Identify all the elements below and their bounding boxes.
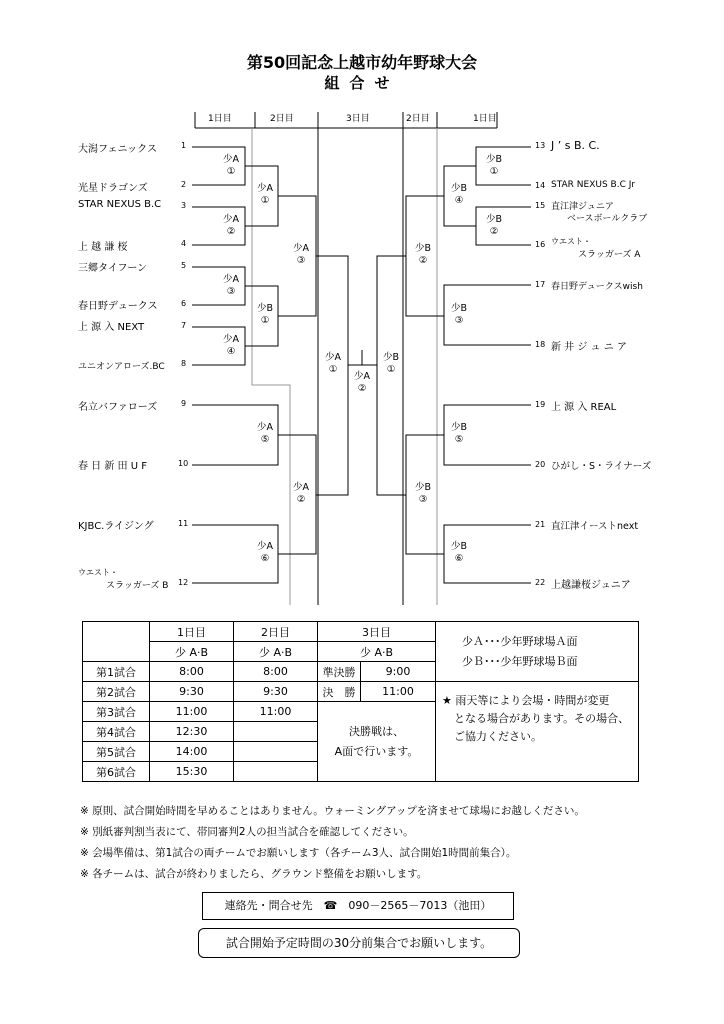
sched-cell: 12:30 xyxy=(150,722,234,742)
sched-cell: 8:00 xyxy=(234,662,318,682)
game-br2: 少B ② xyxy=(414,243,432,266)
game-a2: 少A ② xyxy=(223,214,239,237)
sched-row-label: 第2試合 xyxy=(83,682,150,702)
seed-4: 4 xyxy=(181,239,187,248)
team-6: 春日野デュークス xyxy=(78,301,158,312)
day-header-2-right: 2日目 xyxy=(406,114,430,124)
sched-cell: 11:00 xyxy=(361,682,436,702)
team-8: ユニオンアローズ.BC xyxy=(78,362,165,372)
game-a3: 少A ③ xyxy=(223,274,239,297)
game-a5: 少A ⑤ xyxy=(257,422,273,445)
team-15-line1: 直江津ジュニア xyxy=(551,202,614,212)
game-b2: 少B ② xyxy=(485,214,503,237)
schedule-corner xyxy=(83,622,150,662)
sched-row-label: 第6試合 xyxy=(83,762,150,782)
seed-18: 18 xyxy=(535,340,546,349)
gather-note-box: 試合開始予定時間の30分前集合でお願いします。 xyxy=(198,928,520,958)
game-semifinal-left: 少A ① xyxy=(325,352,341,375)
game-b3: 少B ③ xyxy=(450,303,468,326)
sched-day1-field: 少 A·B xyxy=(150,642,234,662)
game-ar2: 少A ② xyxy=(293,482,309,505)
game-lb1: 少B ① xyxy=(256,303,274,326)
team-16-line1: ウエスト・ xyxy=(551,237,591,246)
schedule-table xyxy=(82,621,639,782)
seed-13: 13 xyxy=(535,141,546,150)
team-14: STAR NEXUS B.C Jr xyxy=(551,180,636,190)
seed-12: 12 xyxy=(178,578,189,587)
team-22: 上越謙桜ジュニア xyxy=(551,580,631,591)
seed-1: 1 xyxy=(181,141,187,150)
seed-6: 6 xyxy=(181,299,187,308)
team-5: 三郷タイフーン xyxy=(78,263,147,274)
contact-box: 連絡先・問合せ先 ☎ 090－2565－7013（池田） xyxy=(202,892,514,920)
seed-3: 3 xyxy=(181,201,187,210)
team-15-line2: ベースボールクラブ xyxy=(567,214,648,224)
seed-19: 19 xyxy=(535,400,546,409)
sched-row-label: 第3試合 xyxy=(83,702,150,722)
seed-11: 11 xyxy=(178,519,189,528)
seed-8: 8 xyxy=(181,359,187,368)
team-13: J ’ s B. C. xyxy=(551,139,600,152)
note-2: ※ 別紙審判割当表にて、帯同審判2人の担当試合を確認してください。 xyxy=(80,826,414,838)
sched-day2-header: 2日目 xyxy=(234,622,318,642)
seed-21: 21 xyxy=(535,520,546,529)
page-subtitle: 組合せ xyxy=(324,74,400,92)
day-header-2-left: 2日目 xyxy=(270,114,294,124)
sched-cell: 9:30 xyxy=(150,682,234,702)
sched-cell: 14:00 xyxy=(150,742,234,762)
note-4: ※ 各チームは、試合が終わりましたら、グラウンド整備をお願いします。 xyxy=(80,868,428,880)
game-b6: 少B ⑥ xyxy=(450,541,468,564)
sched-day2-field: 少 A·B xyxy=(234,642,318,662)
day-header-1-left: 1日目 xyxy=(208,114,232,124)
sched-day3-header: 3日目 xyxy=(318,622,436,642)
team-9: 名立バファローズ xyxy=(78,402,158,413)
day-header-3: 3日目 xyxy=(346,114,370,124)
day-header-1-right: 1日目 xyxy=(473,114,497,124)
team-7: 上 源 入 NEXT xyxy=(78,322,145,333)
sched-cell: 11:00 xyxy=(150,702,234,722)
team-16-line2: スラッガーズ A xyxy=(578,250,641,260)
game-a4: 少A ④ xyxy=(223,334,239,357)
team-4: 上 越 謙 桜 xyxy=(78,242,128,253)
game-semifinal-right: 少B ① xyxy=(382,352,400,375)
sched-day1-header: 1日目 xyxy=(150,622,234,642)
sched-row-label: 第5試合 xyxy=(83,742,150,762)
sched-row-label: 第1試合 xyxy=(83,662,150,682)
sched-cell: 8:00 xyxy=(150,662,234,682)
seed-15: 15 xyxy=(535,201,546,210)
seed-2: 2 xyxy=(181,180,187,189)
game-b4: 少B ④ xyxy=(450,183,468,206)
team-1: 大潟フェニックス xyxy=(78,144,157,155)
note-1: ※ 原則、試合開始時間を早めることはありません。ウォーミングアップを済ませて球場にお越しください。 xyxy=(80,805,585,817)
rain-note: ★ 雨天等により会場・時間が変更 となる場合があります。その場合、 ご協力ください。 xyxy=(436,682,639,782)
team-10: 春 日 新 田 U F xyxy=(78,461,147,472)
game-b5: 少B ⑤ xyxy=(450,422,468,445)
seed-14: 14 xyxy=(535,181,546,190)
team-2: 光星ドラゴンズ xyxy=(78,183,148,194)
team-19: 上 源 入 REAL xyxy=(551,402,617,413)
team-11: KJBC.ライジング xyxy=(78,521,154,532)
team-18: 新 井 ジ ュ ニ ア xyxy=(551,342,627,353)
team-12-line2: スラッガーズ B xyxy=(106,581,169,591)
team-12-line1: ウエスト・ xyxy=(78,568,118,577)
seed-10: 10 xyxy=(178,459,189,468)
game-ar1: 少A ① xyxy=(257,183,273,206)
sched-cell xyxy=(234,722,318,742)
note-3: ※ 会場準備は、第1試合の両チームでお願いします（各チーム3人、試合開始1時間前集合）。 xyxy=(80,847,517,859)
game-b1: 少B ① xyxy=(485,154,503,177)
team-21: 直江津イーストnext xyxy=(551,521,639,532)
sched-cell: 9:00 xyxy=(361,662,436,682)
field-legend: 少Ａ･･･少年野球場Ａ面 少Ｂ･･･少年野球場Ｂ面 xyxy=(436,622,639,682)
sched-cell xyxy=(234,742,318,762)
game-a1: 少A ① xyxy=(223,154,239,177)
team-17: 春日野デュークスwish xyxy=(551,282,643,292)
sched-row-label: 第4試合 xyxy=(83,722,150,742)
seed-17: 17 xyxy=(535,280,546,289)
seed-5: 5 xyxy=(181,261,187,270)
sched-cell: 11:00 xyxy=(234,702,318,722)
seed-7: 7 xyxy=(181,321,187,330)
sched-cell: 決 勝 xyxy=(318,682,361,702)
seed-20: 20 xyxy=(535,460,546,469)
seed-16: 16 xyxy=(535,240,546,249)
sched-cell: 15:30 xyxy=(150,762,234,782)
final-note: 決勝戦は、 A面で行います。 xyxy=(318,702,436,782)
game-ar3: 少A ③ xyxy=(293,243,309,266)
page-title: 第50回記念上越市幼年野球大会 xyxy=(246,53,478,72)
sched-cell xyxy=(234,762,318,782)
team-20: ひがし・S・ライナーズ xyxy=(551,461,652,472)
seed-22: 22 xyxy=(535,578,546,587)
game-final: 少A ② xyxy=(354,371,370,394)
sched-day3-field: 少 A·B xyxy=(318,642,436,662)
sched-cell: 準決勝 xyxy=(318,662,361,682)
game-br3: 少B ③ xyxy=(414,482,432,505)
team-3: STAR NEXUS B.C xyxy=(78,199,162,210)
sched-cell: 9:30 xyxy=(234,682,318,702)
game-a6: 少A ⑥ xyxy=(257,541,273,564)
seed-9: 9 xyxy=(181,399,187,408)
